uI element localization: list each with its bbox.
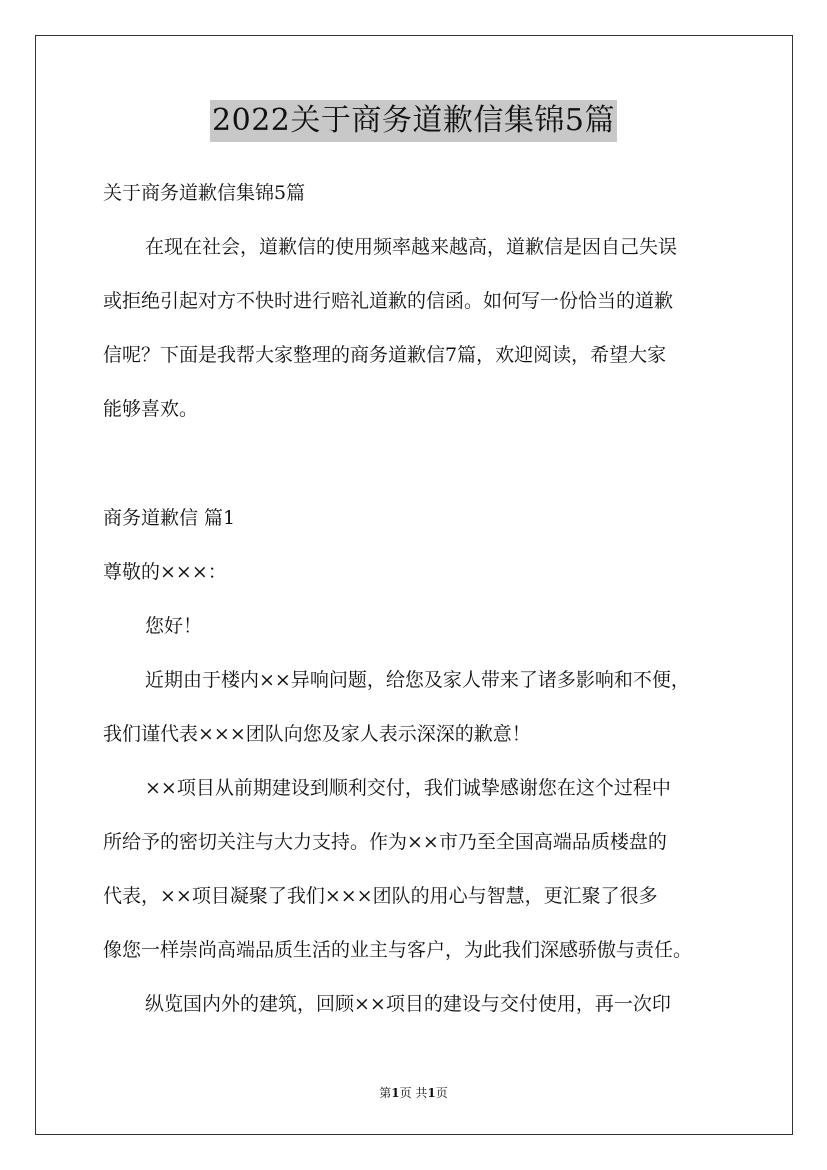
- body-line: 所给予的密切关注与大力支持。作为××市乃至全国高端品质楼盘的: [103, 831, 667, 853]
- intro-line: 在现在社会，道歉信的使用频率越来越高，道歉信是因自己失误: [145, 236, 678, 258]
- document-subtitle: 关于商务道歉信集锦5篇: [103, 182, 306, 204]
- page-mid: 页 共: [399, 1086, 428, 1100]
- page-suffix: 页: [435, 1086, 448, 1100]
- current-page-number: 1: [391, 1086, 400, 1100]
- page-prefix: 第: [379, 1086, 392, 1100]
- intro-line: 信呢？下面是我帮大家整理的商务道歉信7篇，欢迎阅读，希望大家: [103, 344, 667, 366]
- section-heading: 商务道歉信 篇1: [103, 507, 236, 529]
- body-line: 纵览国内外的建筑，回顾××项目的建设与交付使用，再一次印: [145, 993, 671, 1015]
- salutation: 尊敬的×××：: [103, 561, 227, 583]
- page-footer: [0, 1084, 827, 1101]
- body-line: 我们谨代表×××团队向您及家人表示深深的歉意！: [103, 723, 531, 745]
- intro-line: 能够喜欢。: [103, 398, 199, 420]
- body-line: ××项目从前期建设到顺利交付，我们诚挚感谢您在这个过程中: [145, 777, 671, 799]
- total-page-number: 1: [427, 1086, 436, 1100]
- body-line: 代表，××项目凝聚了我们×××团队的用心与智慧，更汇聚了很多: [103, 885, 658, 907]
- body-line: 近期由于楼内××异响问题，给您及家人带来了诸多影响和不便，: [145, 669, 690, 691]
- greeting: 您好！: [145, 615, 203, 637]
- document-title: 2022关于商务道歉信集锦5篇: [210, 100, 617, 142]
- title-container: [0, 100, 827, 142]
- intro-line: 或拒绝引起对方不快时进行赔礼道歉的信函。如何写一份恰当的道歉: [103, 290, 674, 312]
- body-line: 像您一样崇尚高端品质生活的业主与客户，为此我们深感骄傲与责任。: [103, 939, 693, 961]
